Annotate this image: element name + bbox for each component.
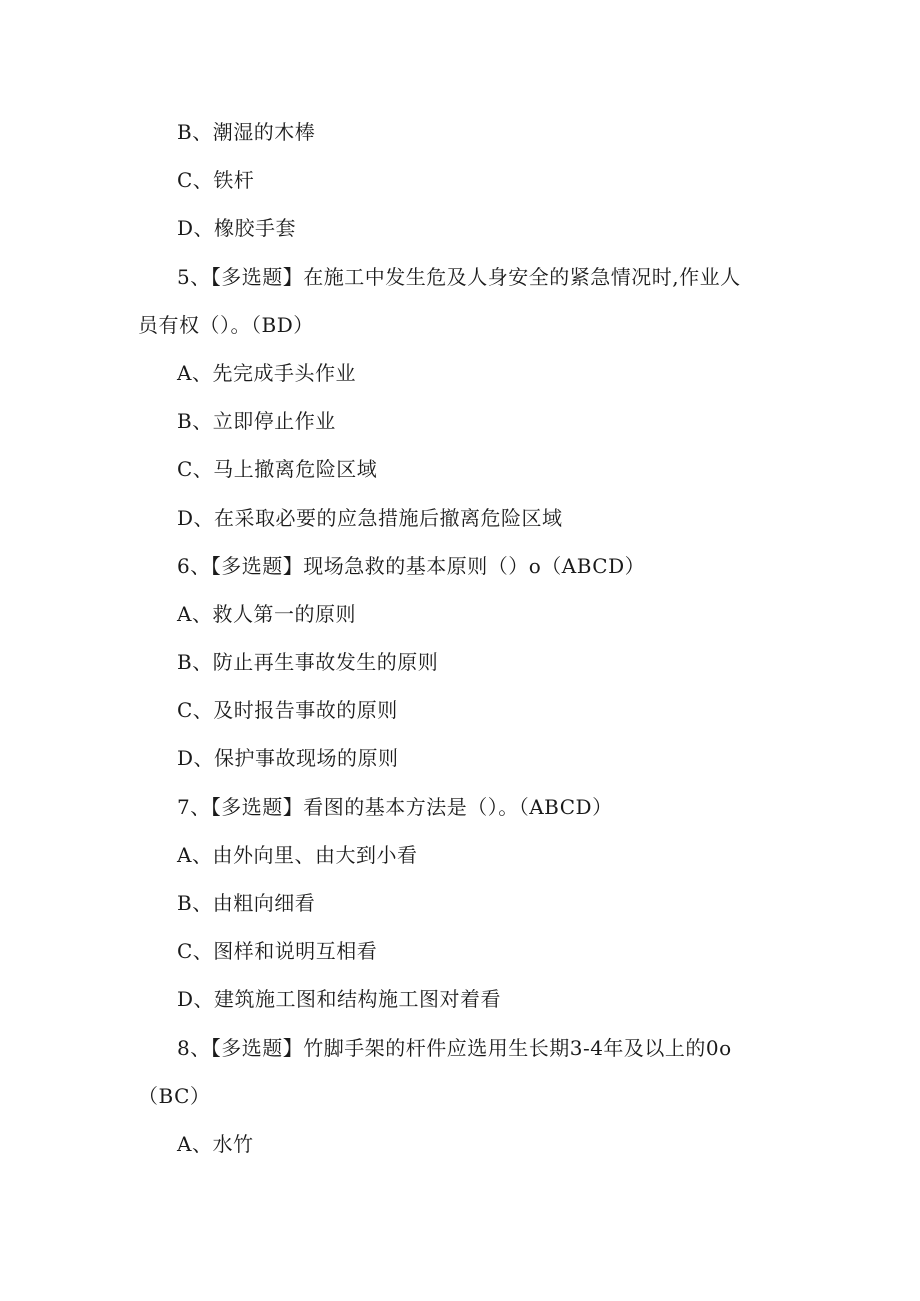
option-c-q4: C、铁杆	[177, 168, 255, 192]
question-7: 7、【多选题】看图的基本方法是（）。（ABCD）	[177, 795, 613, 819]
option-d-q7: D、建筑施工图和结构施工图对着看	[177, 987, 502, 1011]
question-5-line-2: 员有权（）。（BD）	[138, 313, 314, 337]
option-b-q4: B、潮湿的木棒	[177, 120, 316, 144]
option-b-q5: B、立即停止作业	[177, 409, 336, 433]
option-d-q4: D、橡胶手套	[177, 216, 297, 240]
option-a-q7: A、由外向里、由大到小看	[177, 843, 418, 867]
option-a-q6: A、救人第一的原则	[177, 602, 356, 626]
option-c-q6: C、及时报告事故的原则	[177, 698, 398, 722]
option-b-q6: B、防止再生事故发生的原则	[177, 650, 439, 674]
question-5-line-1: 5、【多选题】在施工中发生危及人身安全的紧急情况时,作业人	[177, 265, 741, 289]
option-c-q5: C、马上撤离危险区域	[177, 457, 378, 481]
option-b-q7: B、由粗向细看	[177, 891, 316, 915]
option-a-q8: A、水竹	[177, 1132, 254, 1156]
question-8-line-1: 8、【多选题】竹脚手架的杆件应选用生长期3-4年及以上的0o	[177, 1036, 732, 1060]
question-8-line-2: （BC）	[138, 1084, 211, 1108]
option-a-q5: A、先完成手头作业	[177, 361, 356, 385]
option-d-q5: D、在采取必要的应急措施后撤离危险区域	[177, 506, 563, 530]
option-d-q6: D、保护事故现场的原则	[177, 746, 399, 770]
option-c-q7: C、图样和说明互相看	[177, 939, 378, 963]
question-6: 6、【多选题】现场急救的基本原则（）o（ABCD）	[177, 554, 646, 578]
